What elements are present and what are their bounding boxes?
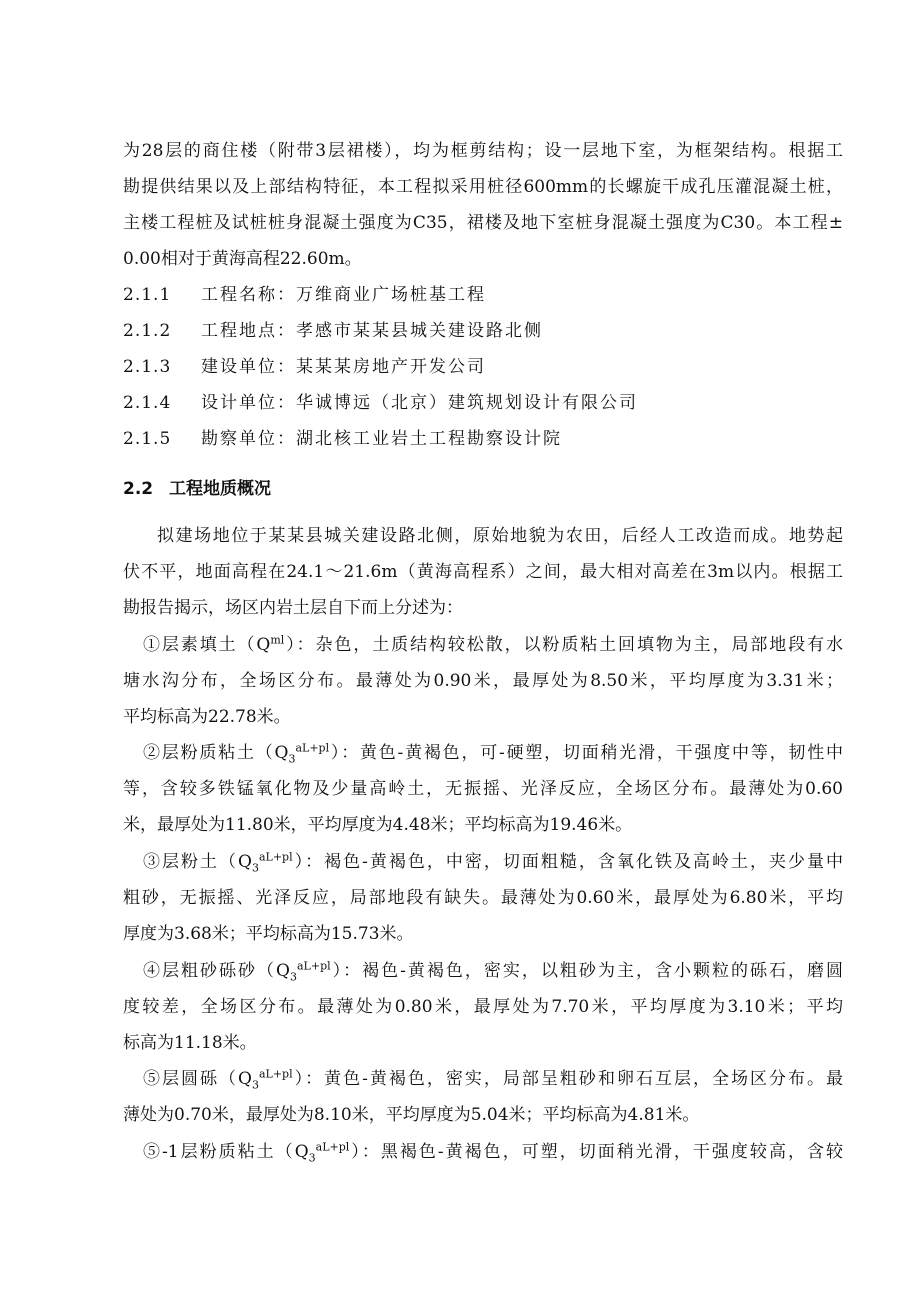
item-number: 2.1.1 [123, 285, 172, 305]
layer1-lead: ①层素填土（Q [143, 635, 271, 655]
item-number: 2.1.5 [123, 429, 172, 449]
item-owner [123, 357, 486, 377]
layer5-sub: 3 [251, 1078, 259, 1092]
layer2-line-1 [143, 741, 843, 766]
layer1-line-2: 塘水沟分布，全场区分布。最薄处为0.90米，最厚处为8.50米，平均厚度为3.31米； [123, 671, 843, 691]
layer2-lead: ②层粉质粘土（Q [143, 743, 289, 763]
layer4-lead: ④层粗砂砾砂（Q [143, 961, 290, 981]
item-text: 工程名称：万维商业广场桩基工程 [201, 285, 486, 305]
overview-line-3: 勘报告揭示，场区内岩土层自下而上分述为： [123, 598, 463, 618]
layer4-line-1 [143, 959, 844, 984]
section-number: 2.2 [123, 479, 154, 499]
layer3-line-1 [143, 850, 843, 875]
layer51-rest: ）：黑褐色-黄褐色，可塑，切面稍光滑，干强度较高，含较 [349, 1142, 843, 1162]
intro-line-3: 主楼工程桩及试桩桩身混凝土强度为C35，裙楼及地下室桩身混凝土强度为C30。本工程± [123, 213, 843, 233]
layer1-line-1 [143, 635, 843, 655]
layer1-line-3: 平均标高为22.78米。 [123, 707, 291, 727]
layer3-line-2: 粗砂，无振摇、光泽反应，局部地段有缺失。最薄处为0.60米，最厚处为6.80米，平均 [123, 888, 843, 908]
layer5-rest: ）：黄色-黄褐色，密实，局部呈粗砂和卵石互层，全场区分布。最 [292, 1069, 843, 1089]
intro-line-1: 为28层的商住楼（附带3层裙楼），均为框剪结构；设一层地下室，为框架结构。根据工 [123, 141, 843, 161]
layer2-rest: ）：黄色-黄褐色，可-硬塑，切面稍光滑，干强度中等，韧性中 [329, 743, 843, 763]
item-project-location [123, 321, 543, 341]
layer2-sub: 3 [288, 752, 296, 766]
item-project-name [123, 285, 486, 305]
layer1-sup: ml [270, 633, 285, 647]
item-text: 工程地点：孝感市某某县城关建设路北侧 [201, 321, 543, 341]
item-number: 2.1.4 [123, 393, 172, 413]
overview-line-2: 伏不平，地面高程在24.1～21.6m（黄海高程系）之间，最大相对高差在3m以内。根据工 [123, 562, 843, 582]
layer3-sup: aL+pl [258, 850, 293, 864]
layer5-lead: ⑤层圆砾（Q [143, 1069, 252, 1089]
item-text: 设计单位：华诚博远（北京）建筑规划设计有限公司 [201, 393, 638, 413]
layer51-lead: ⑤-1层粉质粘土（Q [143, 1142, 309, 1162]
layer4-line-2: 度较差，全场区分布。最薄处为0.80米，最厚处为7.70米，平均厚度为3.10米；平均 [123, 997, 843, 1017]
layer1-rest: ）：杂色，土质结构较松散，以粉质粘土回填物为主，局部地段有水 [284, 635, 844, 655]
layer2-sup: aL+pl [295, 741, 330, 755]
layer51-line-1 [143, 1140, 843, 1165]
layer4-line-3: 标高为11.18米。 [123, 1033, 257, 1053]
layer51-sub: 3 [308, 1151, 316, 1165]
layer3-line-3: 厚度为3.68米；平均标高为15.73米。 [123, 924, 414, 944]
item-number: 2.1.2 [123, 321, 172, 341]
section-title: 工程地质概况 [169, 479, 271, 499]
layer3-rest: ）：褐色-黄褐色，中密，切面粗糙，含氧化铁及高岭土，夹少量中 [292, 852, 843, 872]
layer2-line-3: 米，最厚处为11.80米，平均厚度为4.48米；平均标高为19.46米。 [123, 815, 633, 835]
layer3-lead: ③层粉土（Q [143, 852, 252, 872]
intro-line-2: 勘提供结果以及上部结构特征，本工程拟采用桩径600mm的长螺旋干成孔压灌混凝土桩， [123, 177, 843, 197]
overview-line-1: 拟建场地位于某某县城关建设路北侧，原始地貌为农田，后经人工改造而成。地势起 [157, 526, 843, 546]
layer4-rest: ）：褐色-黄褐色，密实，以粗砂为主，含小颗粒的砾石，磨圆 [330, 961, 844, 981]
layer2-line-2: 等，含较多铁锰氧化物及少量高岭土，无振摇、光泽反应，全场区分布。最薄处为0.60 [123, 779, 843, 799]
layer5-line-2: 薄处为0.70米，最厚处为8.10米，平均厚度为5.04米；平均标高为4.81米。 [123, 1105, 700, 1125]
layer5-sup: aL+pl [258, 1067, 293, 1081]
section-heading [123, 479, 271, 499]
layer5-line-1 [143, 1067, 843, 1092]
item-number: 2.1.3 [123, 357, 172, 377]
intro-line-4: 0.00相对于黄海高程22.60m。 [123, 249, 362, 269]
layer4-sub: 3 [289, 970, 297, 984]
item-designer [123, 393, 638, 413]
item-surveyor [123, 429, 562, 449]
item-text: 建设单位：某某某房地产开发公司 [201, 357, 486, 377]
layer4-sup: aL+pl [296, 959, 331, 973]
layer3-sub: 3 [251, 861, 259, 875]
item-text: 勘察单位：湖北核工业岩土工程勘察设计院 [201, 429, 562, 449]
layer51-sup: aL+pl [315, 1140, 350, 1154]
